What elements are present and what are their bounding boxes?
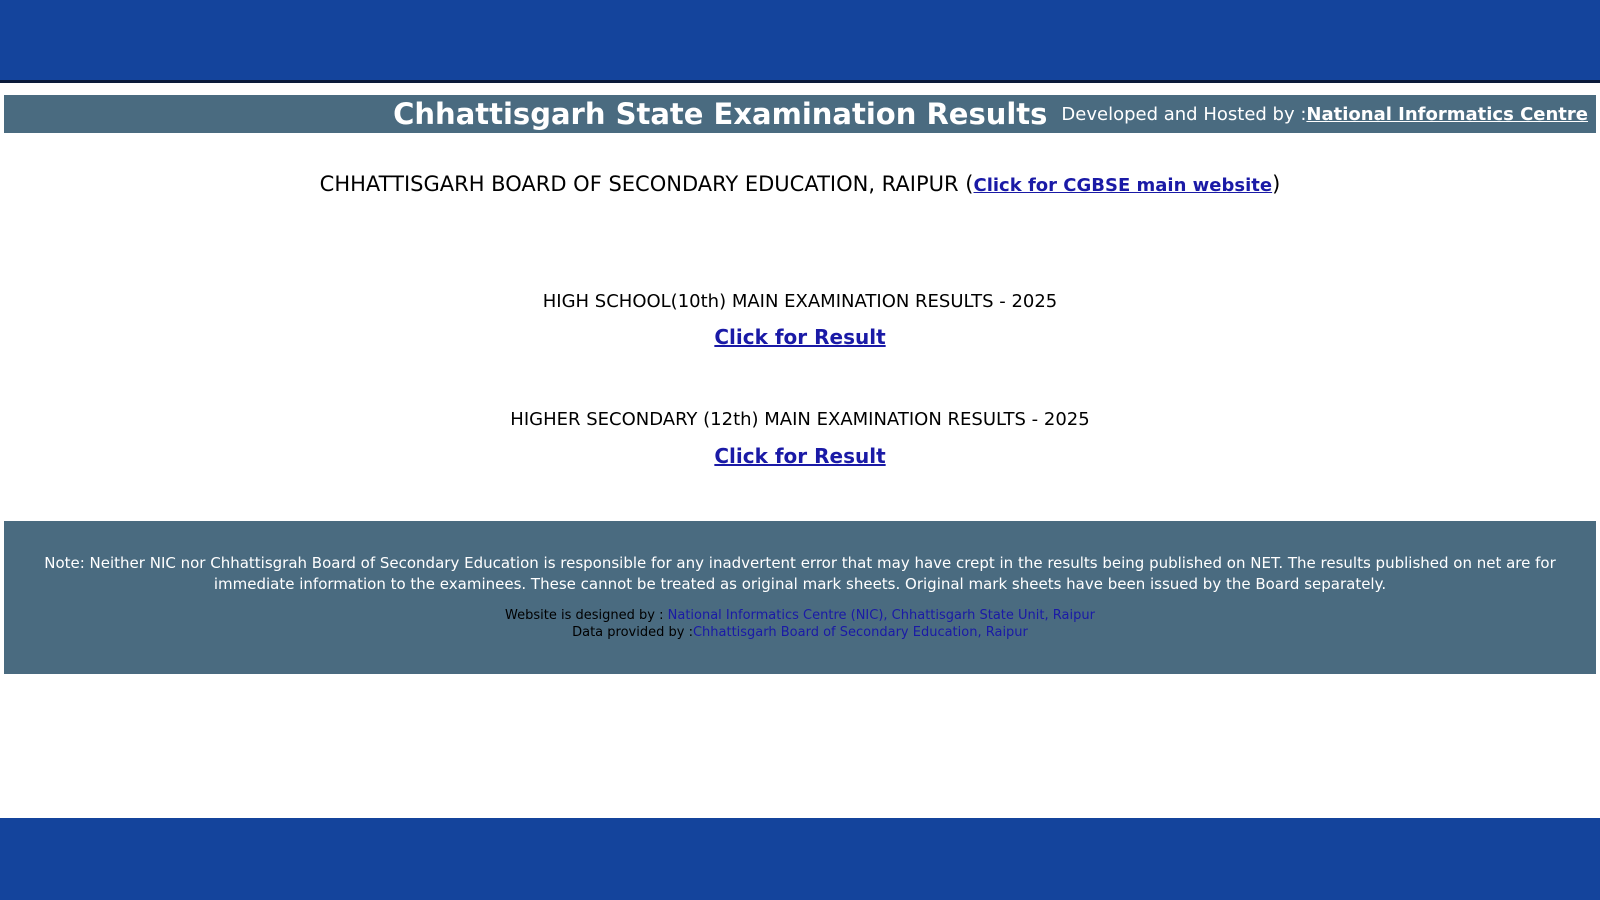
bottom-banner xyxy=(0,818,1600,900)
high-school-result-link[interactable]: Click for Result xyxy=(714,325,886,349)
higher-secondary-result-link[interactable]: Click for Result xyxy=(714,444,886,468)
designed-by-label: Website is designed by : xyxy=(505,608,668,623)
footer-credits xyxy=(20,607,1580,641)
board-name: CHHATTISGARH BOARD OF SECONDARY EDUCATION, RAIPUR xyxy=(319,172,959,196)
close-paren: ) xyxy=(1272,172,1281,196)
high-school-result-title: HIGH SCHOOL(10th) MAIN EXAMINATION RESULTS - 2025 xyxy=(542,291,1058,312)
footer xyxy=(4,521,1596,674)
open-paren: ( xyxy=(965,172,974,196)
data-provided-link[interactable]: Chhattisgarh Board of Secondary Education, Raipur xyxy=(692,625,1028,640)
designed-by-link[interactable]: National Informatics Centre (NIC), Chhattisgarh State Unit, Raipur xyxy=(667,608,1095,623)
cgbse-website-link[interactable]: Click for CGBSE main website xyxy=(973,175,1273,196)
nic-link[interactable]: National Informatics Centre xyxy=(1306,103,1588,125)
board-heading xyxy=(0,172,1600,196)
top-banner xyxy=(0,0,1600,83)
disclaimer-note: Note: Neither NIC nor Chhattisgrah Board of Secondary Education is responsible for any inadvertent error that may have crept in the results being published on NET. The results published on net are for immediate information to the examinees. These cannot be treated as original mark sheets. Original mark sheets have been issued by the Board separately. xyxy=(44,554,1556,593)
higher-secondary-result-title: HIGHER SECONDARY (12th) MAIN EXAMINATION RESULTS - 2025 xyxy=(510,409,1090,430)
data-provided-label: Data provided by : xyxy=(572,625,693,640)
data-provided-line xyxy=(20,624,1580,641)
developer-label: Developed and Hosted by : xyxy=(1061,103,1307,125)
page-title: Chhattisgarh State Examination Results xyxy=(393,97,1048,131)
designed-by-line xyxy=(20,607,1580,624)
developer-credit xyxy=(1061,104,1588,125)
header-bar xyxy=(4,95,1596,133)
higher-secondary-result-link-wrap xyxy=(0,444,1600,468)
high-school-result-link-wrap xyxy=(0,325,1600,349)
